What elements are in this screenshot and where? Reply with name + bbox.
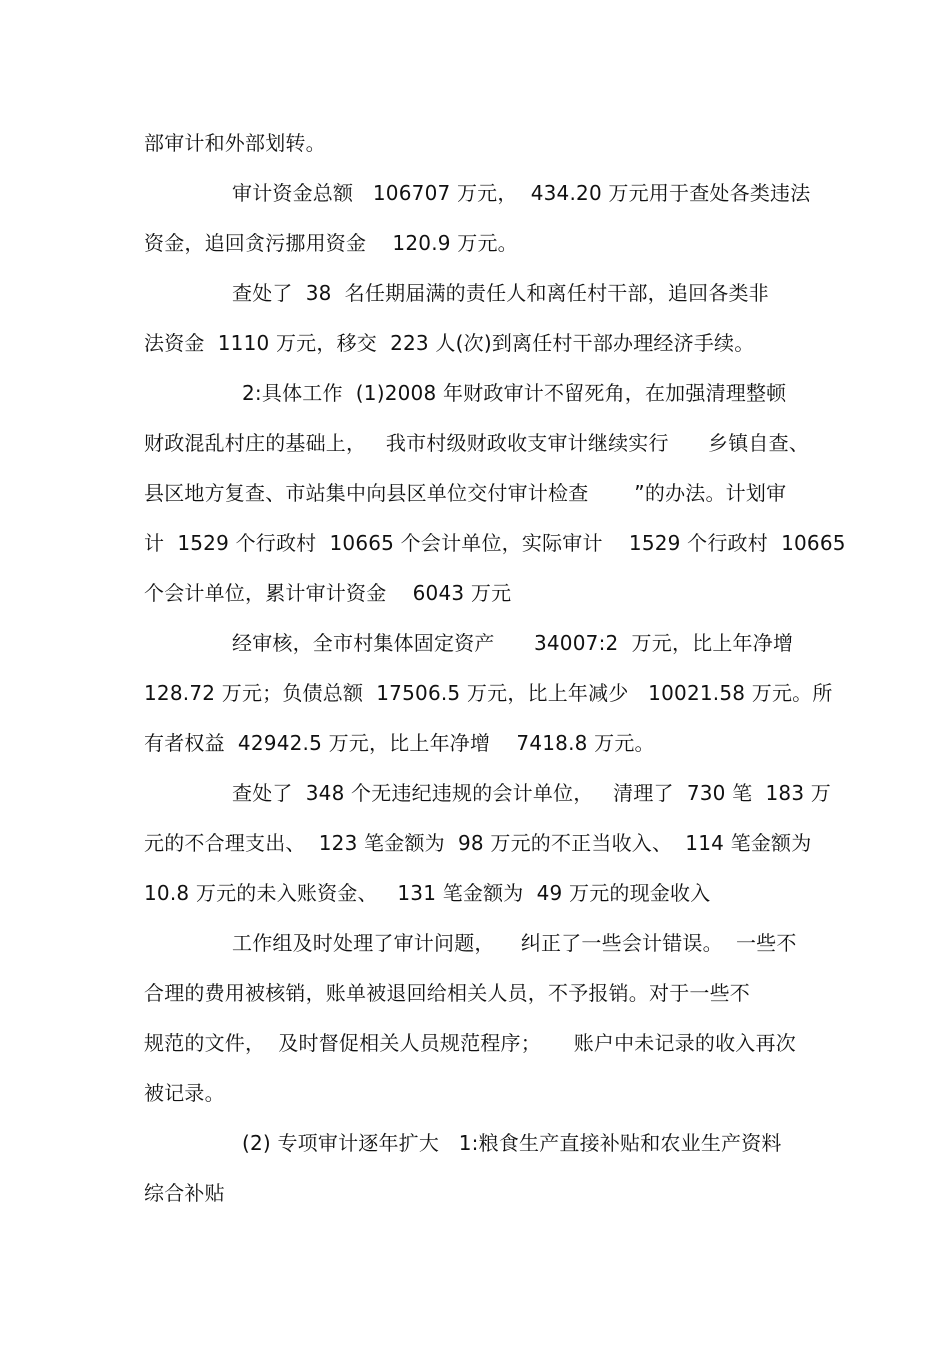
text-line: 综合补贴 <box>144 1181 225 1205</box>
text-line: 财政混乱村庄的基础上， 我市村级财政收支审计继续实行 乡镇自查、 <box>144 431 810 455</box>
text-line: 经审核，全市村集体固定资产 34007:2 万元，比上年净增 <box>232 631 794 655</box>
text-line: 工作组及时处理了审计问题， 纠正了一些会计错误。 一些不 <box>232 931 797 955</box>
text-line: 县区地方复查、市站集中向县区单位交付审计检查 ”的办法。计划审 <box>144 481 787 505</box>
text-line: 计 1529 个行政村 10665 个会计单位，实际审计 1529 个行政村 10665 <box>144 531 846 555</box>
text-line: 元的不合理支出、 123 笔金额为 98 万元的不正当收入、 114 笔金额为 <box>144 831 812 855</box>
text-line: (2) 专项审计逐年扩大 1:粮食生产直接补贴和农业生产资料 <box>242 1131 782 1155</box>
text-line: 被记录。 <box>144 1081 225 1105</box>
text-line: 10.8 万元的未入账资金、 131 笔金额为 49 万元的现金收入 <box>144 881 711 905</box>
text-line: 有者权益 42942.5 万元，比上年净增 7418.8 万元。 <box>144 731 655 755</box>
text-line: 法资金 1110 万元，移交 223 人(次)到离任村干部办理经济手续。 <box>144 331 755 355</box>
text-line: 资金，追回贪污挪用资金 120.9 万元。 <box>144 231 518 255</box>
text-line: 部审计和外部划转。 <box>144 131 326 155</box>
text-line: 128.72 万元；负债总额 17506.5 万元，比上年减少 10021.58 万元。所 <box>144 681 833 705</box>
text-line: 合理的费用被核销，账单被退回给相关人员，不予报销。对于一些不 <box>144 981 750 1005</box>
text-line: 规范的文件， 及时督促相关人员规范程序； 账户中未记录的收入再次 <box>144 1031 796 1055</box>
text-line: 查处了 348 个无违纪违规的会计单位， 清理了 730 笔 183 万 <box>232 781 832 805</box>
text-line: 审计资金总额 106707 万元， 434.20 万元用于查处各类违法 <box>232 181 811 205</box>
text-line: 2:具体工作 (1)2008 年财政审计不留死角，在加强清理整顿 <box>242 381 787 405</box>
text-line: 查处了 38 名任期届满的责任人和离任村干部，追回各类非 <box>232 281 769 305</box>
text-line: 个会计单位，累计审计资金 6043 万元 <box>144 581 512 605</box>
